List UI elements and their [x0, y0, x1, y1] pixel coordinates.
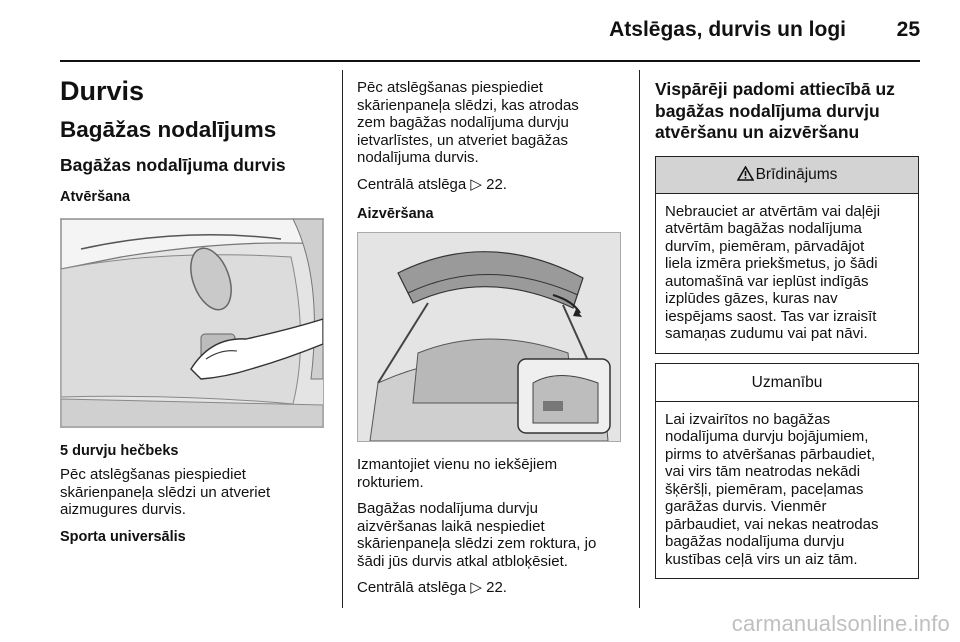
closing-text-1 [357, 456, 625, 491]
sub-subsection-title: Bagāžas nodalījuma durvis [60, 155, 286, 175]
column-divider [639, 70, 640, 608]
column-2 [357, 70, 625, 597]
subsection-title: Bagāžas nodalījums [60, 117, 277, 142]
text-line: durvīm, piemēram, pārvadājot [665, 237, 865, 255]
caution-header: Uzmanību [656, 364, 918, 402]
tailgate-interior-handle-illustration [357, 232, 621, 442]
text-line: skārienpaneļa slēdzi, kas atrodas [357, 96, 579, 114]
text-line: samaņas zudumu vai pat nāvi. [665, 325, 868, 342]
running-header-title: Atslēgas, durvis un logi [609, 18, 846, 41]
watermark: carmanualsonline.info [731, 611, 950, 636]
text-line: ietvarlīstes, un atveriet bagāžas [357, 131, 568, 149]
text-line: izplūdes gāzes, kuras nav [665, 290, 838, 307]
text-line: rokturiem. [357, 473, 424, 491]
text-line: nodalījuma durvju bojājumiem, [665, 428, 869, 445]
section-title: Durvis [60, 76, 145, 106]
opening-heading: Atvēršana [60, 189, 131, 205]
text-line: vai virs tām neatrodas nekādi [665, 463, 861, 480]
warning-title: Brīdinājums [755, 165, 838, 183]
heading-line: atvēršanu un aizvēršanu [655, 122, 860, 142]
text-line: aizvēršanas laikā nespiediet [357, 517, 545, 535]
hand-opening-tailgate-illustration [60, 218, 324, 428]
text-line: iespējams saost. Tas var izraisīt [665, 307, 877, 325]
text-line: skārienpaneļa slēdzi zem roktura, jo [357, 535, 597, 552]
closing-text-2 [357, 500, 625, 570]
text-line: bagāžas nodalījuma durvju [665, 533, 845, 550]
text-line: pirms to atvēršanas pārbaudiet, [665, 445, 876, 463]
text-line: šķēršļi, piemēram, paceļamas [665, 480, 864, 498]
general-tips-heading [655, 79, 919, 144]
text-line: kustības ceļā virs un aiz tām. [665, 550, 858, 568]
text-line: nodalījuma durvis. [357, 149, 479, 166]
text-line: Pēc atslēgšanas piespiediet [60, 466, 246, 483]
header-rule [60, 60, 920, 62]
warning-triangle-icon [737, 159, 754, 195]
central-locking-reference-2: Centrālā atslēga ▷ 22. [357, 579, 507, 596]
central-locking-reference: Centrālā atslēga ▷ 22. [357, 175, 507, 193]
text-line: aizmugures durvis. [60, 501, 186, 518]
text-line: šādi jūs durvis atkal atbloķēsiet. [357, 552, 568, 570]
text-line: skārienpaneļa slēdzi un atveriet [60, 483, 271, 501]
column-divider [342, 70, 343, 608]
closing-heading: Aizvēršana [357, 206, 434, 222]
column-3 [655, 70, 919, 579]
column-1 [60, 70, 328, 546]
text-line: Izmantojiet vienu no iekšējiem [357, 456, 558, 473]
text-line: pārbaudiet, vai nekas neatrodas [665, 515, 879, 533]
warning-box [655, 156, 919, 354]
hatchback-subheading: 5 durvju hečbeks [60, 443, 179, 459]
opening-text [357, 79, 625, 167]
text-line: zem bagāžas nodalījuma durvju [357, 114, 569, 131]
text-line: Lai izvairītos no bagāžas [665, 410, 831, 428]
text-line: liela izmēra priekšmetus, jo šādi [665, 255, 878, 272]
hatchback-text [60, 466, 328, 519]
page-number: 25 [896, 18, 920, 41]
warning-body [656, 194, 918, 353]
text-line: Bagāžas nodalījuma durvju [357, 500, 538, 517]
text-line: automašīnā var ieplūst indīgās [665, 272, 869, 290]
heading-line: Vispārēji padomi attiecībā uz [655, 79, 895, 99]
text-line: atvērtām bagāžas nodalījuma [665, 220, 862, 237]
heading-line: bagāžas nodalījuma durvju [655, 100, 880, 121]
warning-header [656, 157, 918, 194]
sports-tourer-subheading: Sporta universālis [60, 528, 186, 545]
caution-body [656, 402, 918, 579]
text-line: Nebrauciet ar atvērtām vai daļēji [665, 202, 881, 220]
text-line: Pēc atslēgšanas piespiediet [357, 79, 543, 96]
text-line: garāžas durvis. Vienmēr [665, 498, 827, 515]
caution-box [655, 363, 919, 580]
